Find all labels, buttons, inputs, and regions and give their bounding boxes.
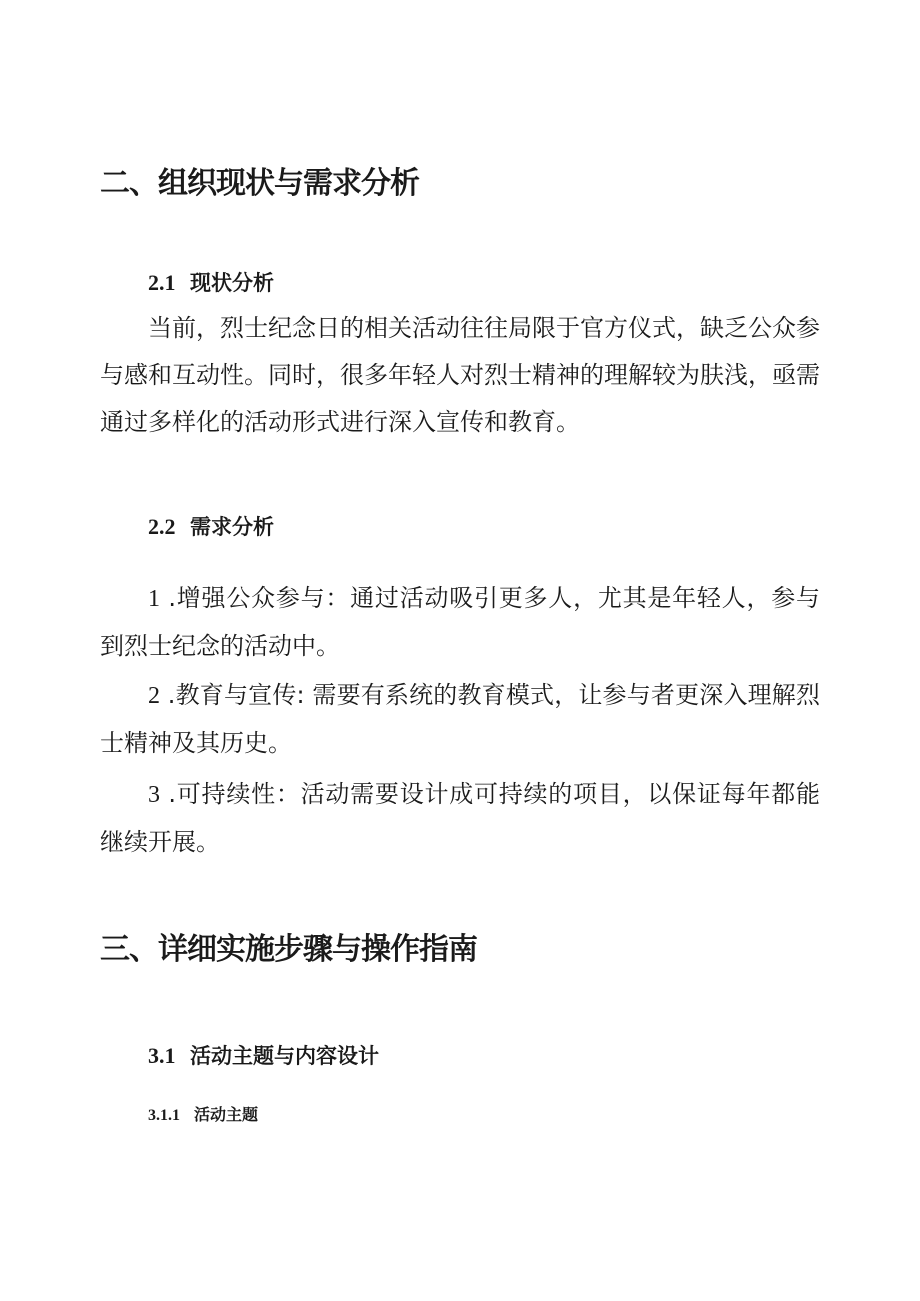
list-item-text: .教育与宣传: 需要有系统的教育模式，让参与者更深入理解烈士精神及其历史。 bbox=[100, 681, 820, 757]
subsubsection-number: 3.1.1 bbox=[148, 1107, 180, 1124]
subsection-number: 2.2 bbox=[148, 514, 176, 539]
subsubsection-title: 活动主题 bbox=[194, 1105, 259, 1124]
list-item-needs-2 bbox=[100, 672, 820, 767]
subsection-number: 2.1 bbox=[148, 270, 176, 295]
list-item-needs-3 bbox=[100, 771, 820, 866]
paragraph-status-analysis: 当前，烈士纪念日的相关活动往往局限于官方仪式，缺乏公众参与感和互动性。同时，很多年轻人对烈士精神的理解较为肤浅，亟需通过多样化的活动形式进行深入宣传和教育。 bbox=[100, 314, 820, 436]
list-item-text: .可持续性：活动需要设计成可持续的项目，以保证每年都能继续开展。 bbox=[100, 780, 820, 856]
list-item-number: 3 bbox=[148, 782, 160, 808]
list-item-number: 2 bbox=[148, 683, 160, 709]
subsection-title: 活动主题与内容设计 bbox=[190, 1044, 379, 1068]
subsection-heading-2-2 bbox=[148, 512, 868, 542]
subsection-number: 3.1 bbox=[148, 1043, 176, 1068]
list-item-number: 1 bbox=[148, 586, 160, 612]
list-item-needs-1 bbox=[100, 575, 820, 670]
subsection-title: 需求分析 bbox=[190, 515, 274, 539]
subsubsection-heading-3-1-1 bbox=[148, 1103, 868, 1128]
subsection-title: 现状分析 bbox=[190, 271, 274, 295]
section-heading-2: 二、组织现状与需求分析 bbox=[100, 166, 419, 201]
section-heading-3: 三、详细实施步骤与操作指南 bbox=[100, 932, 477, 967]
subsection-heading-3-1 bbox=[148, 1041, 868, 1071]
list-item-text: .增强公众参与：通过活动吸引更多人，尤其是年轻人，参与到烈士纪念的活动中。 bbox=[100, 584, 820, 660]
subsection-heading-2-1 bbox=[148, 268, 868, 298]
